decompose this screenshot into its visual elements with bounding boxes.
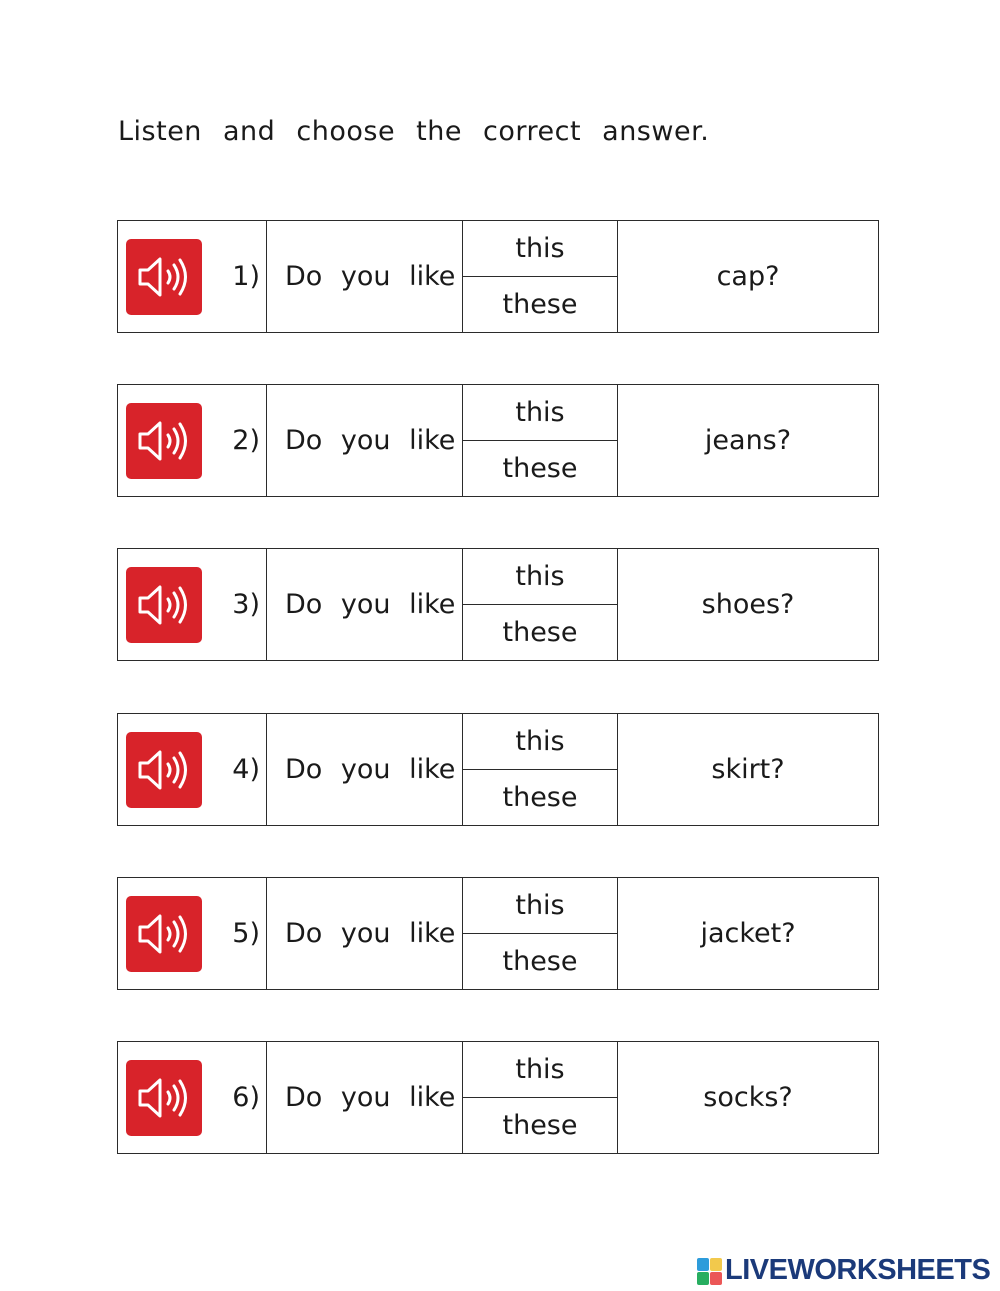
question-number: 5): [232, 918, 260, 949]
options-cell: [463, 878, 618, 989]
question-text: Do you like: [285, 918, 456, 949]
option-this[interactable]: this: [463, 714, 617, 770]
audio-play-button[interactable]: [126, 567, 202, 643]
question-text-cell: [267, 1042, 463, 1153]
question-number: 6): [232, 1082, 260, 1113]
options-cell: [463, 714, 618, 825]
question-number: 1): [232, 261, 260, 292]
question-text-cell: [267, 385, 463, 496]
brand-logo: [697, 1254, 990, 1287]
audio-cell: [118, 221, 267, 332]
brand-text: LIVEWORKSHEETS: [725, 1254, 991, 1286]
speaker-sound-icon: [134, 909, 194, 959]
speaker-sound-icon: [134, 416, 194, 466]
noun-text: shoes?: [701, 589, 795, 620]
question-row-1: [117, 220, 879, 333]
speaker-sound-icon: [134, 580, 194, 630]
question-row-3: [117, 548, 879, 661]
options-cell: [463, 385, 618, 496]
option-this[interactable]: this: [463, 878, 617, 934]
audio-play-button[interactable]: [126, 732, 202, 808]
option-this[interactable]: this: [463, 385, 617, 441]
option-these[interactable]: these: [502, 781, 578, 813]
question-row-2: [117, 384, 879, 497]
speaker-sound-icon: [134, 252, 194, 302]
audio-cell: [118, 714, 267, 825]
option-these[interactable]: these: [502, 452, 578, 484]
option-this[interactable]: this: [463, 549, 617, 605]
speaker-sound-icon: [134, 1073, 194, 1123]
noun-text: jacket?: [700, 918, 796, 949]
audio-cell: [118, 385, 267, 496]
question-text-cell: [267, 878, 463, 989]
audio-play-button[interactable]: [126, 896, 202, 972]
noun-text: cap?: [716, 261, 780, 292]
option-these[interactable]: these: [502, 288, 578, 320]
speaker-sound-icon: [134, 745, 194, 795]
noun-cell: [618, 549, 878, 660]
audio-cell: [118, 878, 267, 989]
noun-text: socks?: [703, 1082, 793, 1113]
question-text: Do you like: [285, 425, 456, 456]
noun-text: jeans?: [704, 425, 792, 456]
option-this[interactable]: this: [463, 221, 617, 277]
question-number: 4): [232, 754, 260, 785]
question-text: Do you like: [285, 261, 456, 292]
audio-play-button[interactable]: [126, 239, 202, 315]
noun-cell: [618, 385, 878, 496]
brand-blocks-icon: [697, 1258, 721, 1284]
question-row-6: [117, 1041, 879, 1154]
option-these[interactable]: these: [502, 1109, 578, 1141]
question-text-cell: [267, 549, 463, 660]
audio-cell: [118, 549, 267, 660]
question-row-5: [117, 877, 879, 990]
options-cell: [463, 1042, 618, 1153]
noun-text: skirt?: [711, 754, 785, 785]
noun-cell: [618, 878, 878, 989]
audio-play-button[interactable]: [126, 1060, 202, 1136]
question-number: 3): [232, 589, 260, 620]
options-cell: [463, 549, 618, 660]
noun-cell: [618, 714, 878, 825]
question-text: Do you like: [285, 754, 456, 785]
question-text-cell: [267, 714, 463, 825]
option-these[interactable]: these: [502, 945, 578, 977]
instruction-text: Listen and choose the correct answer.: [118, 116, 710, 147]
audio-play-button[interactable]: [126, 403, 202, 479]
option-this[interactable]: this: [463, 1042, 617, 1098]
question-text: Do you like: [285, 589, 456, 620]
noun-cell: [618, 1042, 878, 1153]
options-cell: [463, 221, 618, 332]
question-text-cell: [267, 221, 463, 332]
question-number: 2): [232, 425, 260, 456]
question-text: Do you like: [285, 1082, 456, 1113]
option-these[interactable]: these: [502, 616, 578, 648]
audio-cell: [118, 1042, 267, 1153]
question-row-4: [117, 713, 879, 826]
noun-cell: [618, 221, 878, 332]
